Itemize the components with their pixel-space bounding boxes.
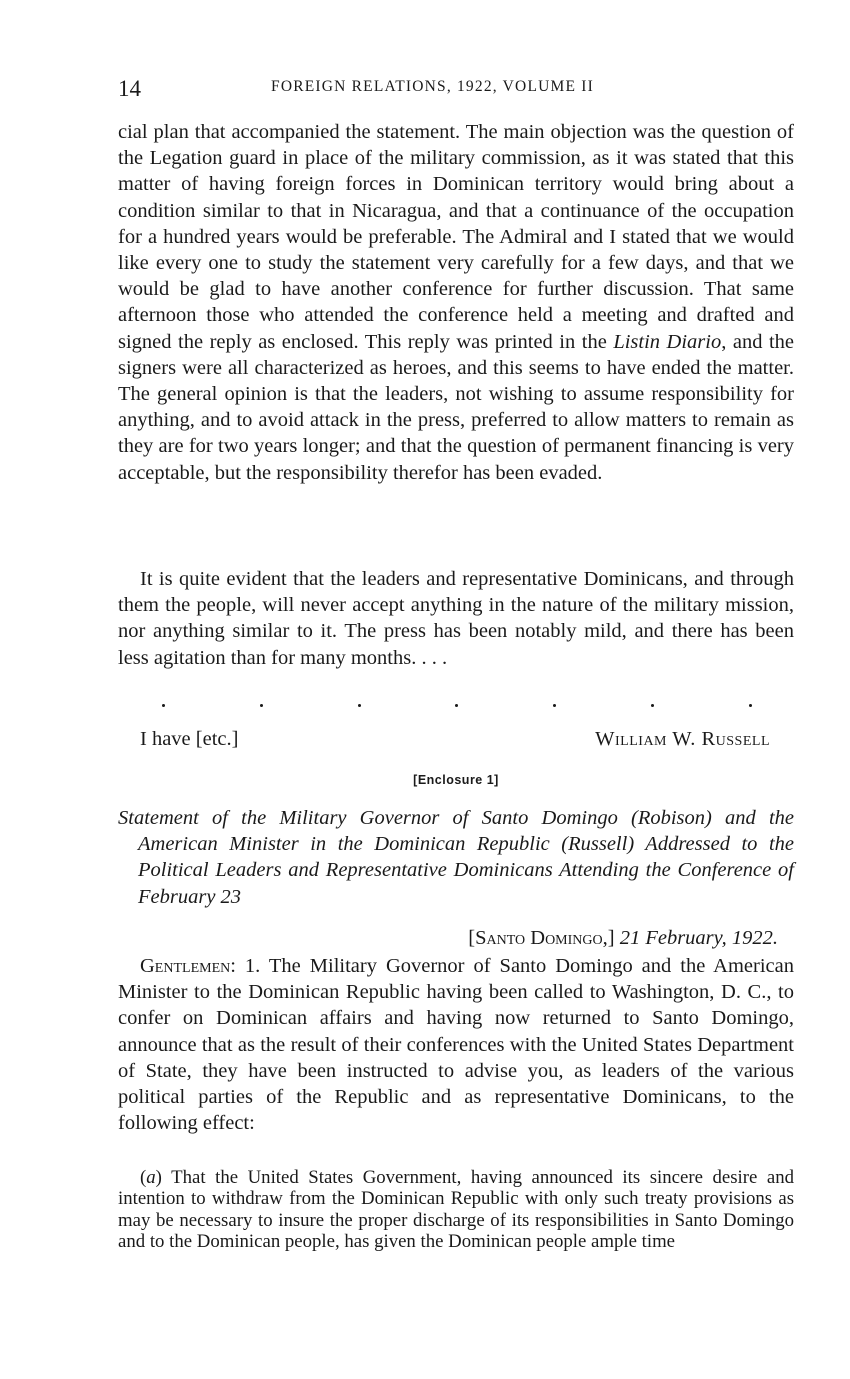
subparagraph-label: a — [146, 1167, 156, 1188]
ellipsis-dot — [358, 704, 361, 707]
dateline-place: [Santo Domingo,] — [468, 927, 615, 949]
letter-paragraph-1-text: cial plan that accompanied the statement. The main objection was the question of the Legation guard in place of the military commission, as it was stated that this matter of having foreign forces in Dominican territory would bring about a condition similar to that in Nicaragua, and that a continuance of the occupation for a hundred years would be preferable. The Admiral and I stated that we would like every one to study the statement very carefully for a few days, and that we would be glad to have another conference for further discussion. That same afternoon those who attended the conference held a meeting and drafted and signed the reply as enclosed. This reply was printed in the — [118, 121, 794, 353]
statement-title-part-3: ) Addressed to the Political Leaders and Representative Dominicans Attending the Conference of February 23 — [138, 833, 794, 908]
enclosure-label: [Enclosure 1] — [413, 773, 499, 787]
ellipsis-dot — [455, 704, 458, 707]
statement-title-part-1: Statement of the Military Governor of Santo Domingo ( — [118, 807, 638, 829]
salutation: Gentlemen — [140, 955, 231, 977]
letter-paragraph-1 — [118, 119, 794, 486]
statement-title-name-russell: Russell — [568, 833, 628, 856]
letter-paragraph-2: It is quite evident that the leaders and representative Dominicans, and through them the people, will never accept anything in the nature of the military mission, nor anything similar to it. The press has been notably mild, and there has been less agitation than for many months. . . . — [118, 568, 794, 669]
ellipsis-dot — [651, 704, 654, 707]
signature: William W. Russell — [595, 728, 770, 750]
statement-title-name-robison: Robison — [637, 807, 706, 829]
dateline — [468, 927, 778, 950]
ellipsis-dots — [162, 704, 752, 714]
subparagraph-a-text: That the United States Government, having announced its sincere desire and intention to withdraw from the Dominican Republic with only such treaty provisions as may be necessary to insure the proper discharge of its responsibilities in Santo Domingo and to the Dominican people, has given the Dominican people ample time — [118, 1167, 794, 1252]
newspaper-title: Listin Diario — [613, 330, 722, 353]
running-head — [118, 76, 794, 102]
statement-title-part-2: ) and the American Minister in the Dominican Republic ( — [138, 807, 795, 856]
ellipsis-dot — [553, 704, 556, 707]
statement-subparagraph-a: (a) That the United States Government, having announced its sincere desire and intention to withdraw from the Dominican Republic with only such treaty provisions as may be necessary to insure the proper discharge of its responsibilities in Santo Domingo and to the Dominican people, has given the Dominican people ample time — [118, 1167, 794, 1252]
page-number: 14 — [118, 76, 141, 101]
ellipsis-dot — [749, 704, 752, 707]
statement-title — [118, 805, 794, 910]
letter-paragraph-1-text-cont: , and the signers were all characterized as heroes, and this seems to have ended the matter. The general opinion is that the leaders, not wishing to assume responsibility for anything, and to avoid attack in the press, preferred to allow matters to remain as they are for two years longer; and that the question of permanent financing is very acceptable, but the responsibility therefor has been evaded. — [118, 330, 794, 484]
dateline-date: 21 February, 1922. — [619, 927, 778, 949]
closing-formula: I have [etc.] — [140, 728, 239, 750]
letter-closing — [118, 728, 794, 756]
ellipsis-dot — [162, 704, 165, 707]
running-head-title: FOREIGN RELATIONS, 1922, VOLUME II — [271, 78, 594, 95]
statement-paragraph-1-text: : 1. The Military Governor of Santo Domingo and the American Minister to the Dominican Republic having been called to Washington, D. C., to confer on Dominican affairs and having now returned to Santo Domingo, announce that as the result of their conferences with the United States Department of State, they have been instructed to advise you, as leaders of the various political parties of the Republic and as representative Dominicans, to the following effect: — [118, 955, 794, 1135]
ellipsis-dot — [260, 704, 263, 707]
statement-paragraph-1 — [118, 953, 794, 1136]
